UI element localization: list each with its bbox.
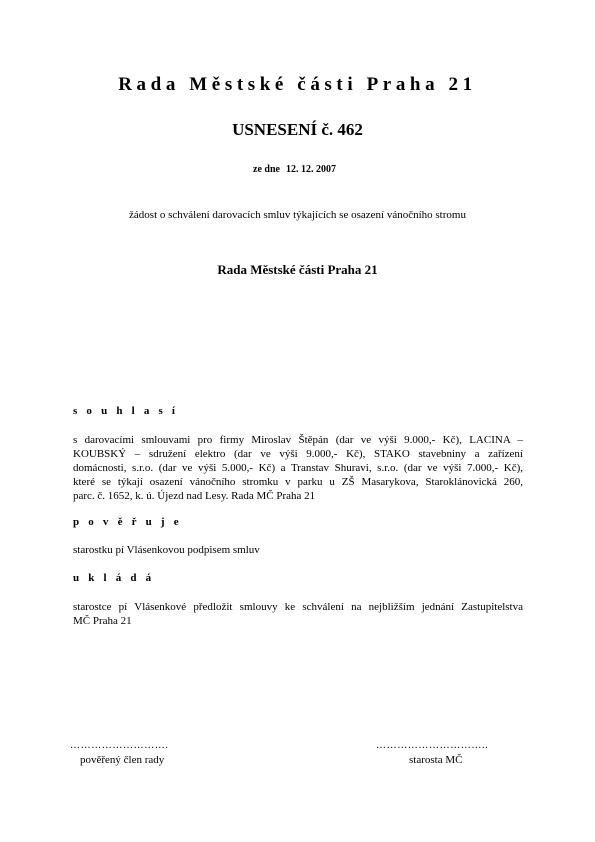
body-line: KOUBSKÝ – sdružení elektro (dar ve výši 9.000,- Kč), STAKO stavebniny a zařízení	[73, 448, 523, 460]
body-line: parc. č. 1652, k. ú. Újezd nad Lesy. Rada MČ Praha 21	[73, 490, 316, 502]
council-name: Rada Městské části Praha 21	[217, 262, 378, 277]
body-line: MČ Praha 21	[73, 615, 132, 627]
section-body-agrees	[73, 433, 523, 503]
signature-line-left: ……………………….	[70, 740, 169, 751]
resolution-subject: žádost o schválení darovacích smluv týkajících se osazení vánočního stromu	[129, 209, 466, 221]
section-heading-orders: u k l á d á	[73, 572, 155, 584]
section-body-authorizes	[73, 543, 523, 557]
section-heading-agrees: s o u h l a s í	[73, 405, 179, 417]
signature-label-left: pověřený člen rady	[80, 754, 165, 766]
resolution-number: USNESENÍ č. 462	[232, 120, 363, 139]
body-line: domácnosti, s.r.o. (dar ve výši 5.000,- Kč) a Transtav Shuravi, s.r.o. (dar ve výši 7.000,- Kč),	[73, 462, 523, 474]
body-line: které se týkají osazení vánočního stromku v parku u ZŠ Masarykova, Staroklánovická 260,	[73, 476, 523, 488]
body-line: s darovacími smlouvami pro firmy Miroslav Štěpán (dar ve výši 9.000,- Kč), LACINA –	[73, 434, 523, 446]
section-heading-authorizes: p o v ě ř u j e	[73, 516, 182, 528]
signature-label-right: starosta MČ	[409, 754, 463, 766]
resolution-date	[0, 164, 595, 175]
section-body-orders	[73, 600, 523, 628]
date-value: 12. 12. 2007	[285, 164, 336, 175]
body-line: starostce pí Vlásenkové předložit smlouvy ke schválení na nejbližším jednání Zastupitelstva	[73, 601, 523, 613]
council-title: Rada Městské části Praha 21	[118, 74, 477, 95]
body-line: starostku pí Vlásenkovou podpisem smluv	[73, 544, 260, 556]
signature-line-right: …………………………..	[376, 740, 489, 751]
date-prefix: ze dne	[253, 164, 280, 175]
